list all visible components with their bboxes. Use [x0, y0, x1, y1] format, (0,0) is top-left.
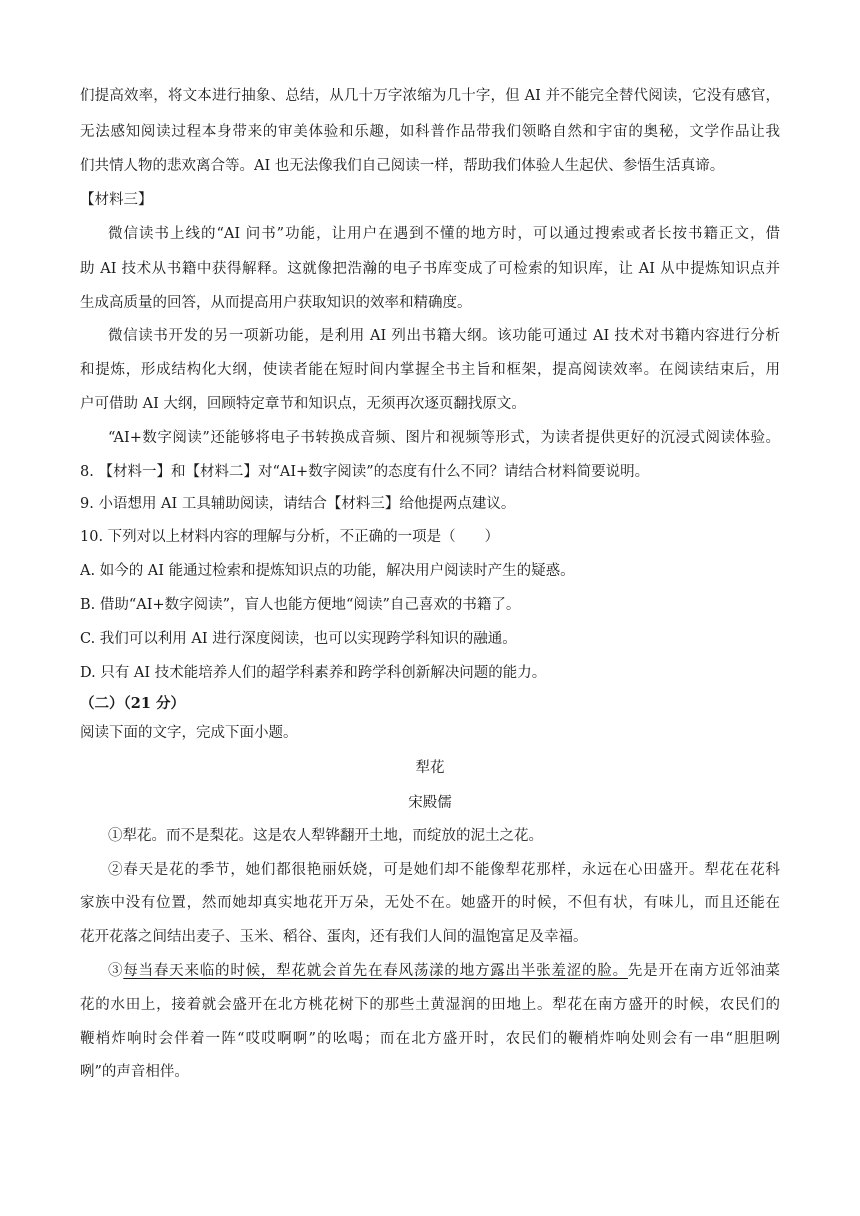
- section-two-heading: （二）（21 分）: [80, 695, 185, 712]
- material-three-p1-line-3: 生成高质量的回答，从而提高用户获取知识的效率和精确度。: [80, 295, 472, 311]
- option-b: B. 借助“AI+数字阅读”，盲人也能方便地“阅读”自己喜欢的书籍了。: [80, 597, 521, 613]
- article-title: 犁花: [415, 760, 445, 776]
- article-paragraph-2-line-1: ②春天是花的季节，她们都很艳丽妖娆，可是她们却不能像犁花那样，永远在心田盛开。犁花在花科: [108, 862, 780, 878]
- question-10: 10. 下列对以上材料内容的理解与分析，不正确的一项是（ ）: [80, 529, 500, 545]
- article-paragraph-1: ①犁花。而不是梨花。这是农人犁铧翻开土地，而绽放的泥土之花。: [108, 828, 543, 844]
- article-paragraph-3-line-3: 鞭梢炸响时会伴着一阵“哎哎啊啊”的吆喝；而在北方盛开时，农民们的鞭梢炸响处则会有一串“胆胆咧: [80, 1031, 780, 1047]
- option-a: A. 如今的 AI 能通过检索和提炼知识点的功能，解决用户阅读时产生的疑惑。: [80, 563, 575, 579]
- material-three-p1-line-1: 微信读书上线的“AI 问书”功能，让用户在遇到不懂的地方时，可以通过搜索或者长按书籍正文，借: [108, 226, 780, 242]
- material-three-p1-line-2: 助 AI 技术从书籍中获得解释。这就像把浩瀚的电子书库变成了可检索的知识库，让 AI 从中提炼知识点并: [80, 261, 780, 277]
- article-paragraph-3-line-2: 花的水田上，接着就会盛开在北方桃花树下的那些土黄湿润的田地上。犁花在南方盛开的时候，农民们的: [80, 997, 780, 1013]
- article-paragraph-2-line-3: 花开花落之间结出麦子、玉米、稻谷、蛋肉，还有我们人间的温饱富足及幸福。: [80, 929, 588, 945]
- material-three-p2-line-2: 和提炼，形成结构化大纲，使读者能在短时间内掌握全书主旨和框架，提高阅读效率。在阅读结束后，用: [80, 362, 780, 378]
- material-three-p2-line-3: 户可借助 AI 大纲，回顾特定章节和知识点，无须再次逐页翻找原文。: [80, 396, 526, 412]
- material-three-p2-line-1: 微信读书开发的另一项新功能，是利用 AI 列出书籍大纲。该功能可通过 AI 技术对书籍内容进行分析: [108, 328, 780, 344]
- material-three-heading: 【材料三】: [80, 192, 153, 208]
- material-two-line-3: 们共情人物的悲欢离合等。AI 也无法像我们自己阅读一样，帮助我们体验人生起伏、参悟生活真谛。: [80, 158, 725, 174]
- article-author: 宋殿儒: [408, 795, 452, 811]
- material-two-line-1: 们提高效率，将文本进行抽象、总结，从几十万字浓缩为几十字，但 AI 并不能完全替代阅读，它没有感官，: [80, 88, 780, 104]
- question-8: 8. 【材料一】和【材料二】对“AI+数字阅读”的态度有什么不同？请结合材料简要说明。: [80, 464, 650, 480]
- material-three-p3: “AI+数字阅读”还能够将电子书转换成音频、图片和视频等形式，为读者提供更好的沉浸式阅读体验。: [108, 430, 780, 446]
- article-paragraph-3-line-1: [108, 961, 780, 981]
- option-d: D. 只有 AI 技术能培养人们的超学科素养和跨学科创新解决问题的能力。: [80, 665, 547, 681]
- article-paragraph-3-line-4: 咧”的声音相伴。: [80, 1064, 189, 1080]
- article-paragraph-2-line-2: 家族中没有位置，然而她却真实地花开万朵，无处不在。她盛开的时候，不但有状，有味儿，而且还能在: [80, 895, 780, 911]
- section-two-instruction: 阅读下面的文字，完成下面小题。: [80, 725, 298, 741]
- option-c: C. 我们可以利用 AI 进行深度阅读，也可以实现跨学科知识的融通。: [80, 631, 517, 647]
- paragraph-3-line-1-rest: 先是开在南方近邻油菜: [627, 963, 780, 979]
- underlined-sentence: 每当春天来临的时候，犁花就会首先在春风荡漾的地方露出半张羞涩的脸。: [123, 963, 628, 979]
- material-two-line-2: 无法感知阅读过程本身带来的审美体验和乐趣，如科普作品带我们领略自然和宇宙的奥秘，文学作品让我: [80, 124, 780, 140]
- question-9: 9. 小语想用 AI 工具辅助阅读，请结合【材料三】给他提两点建议。: [80, 496, 516, 512]
- paragraph-3-marker: ③: [108, 963, 124, 979]
